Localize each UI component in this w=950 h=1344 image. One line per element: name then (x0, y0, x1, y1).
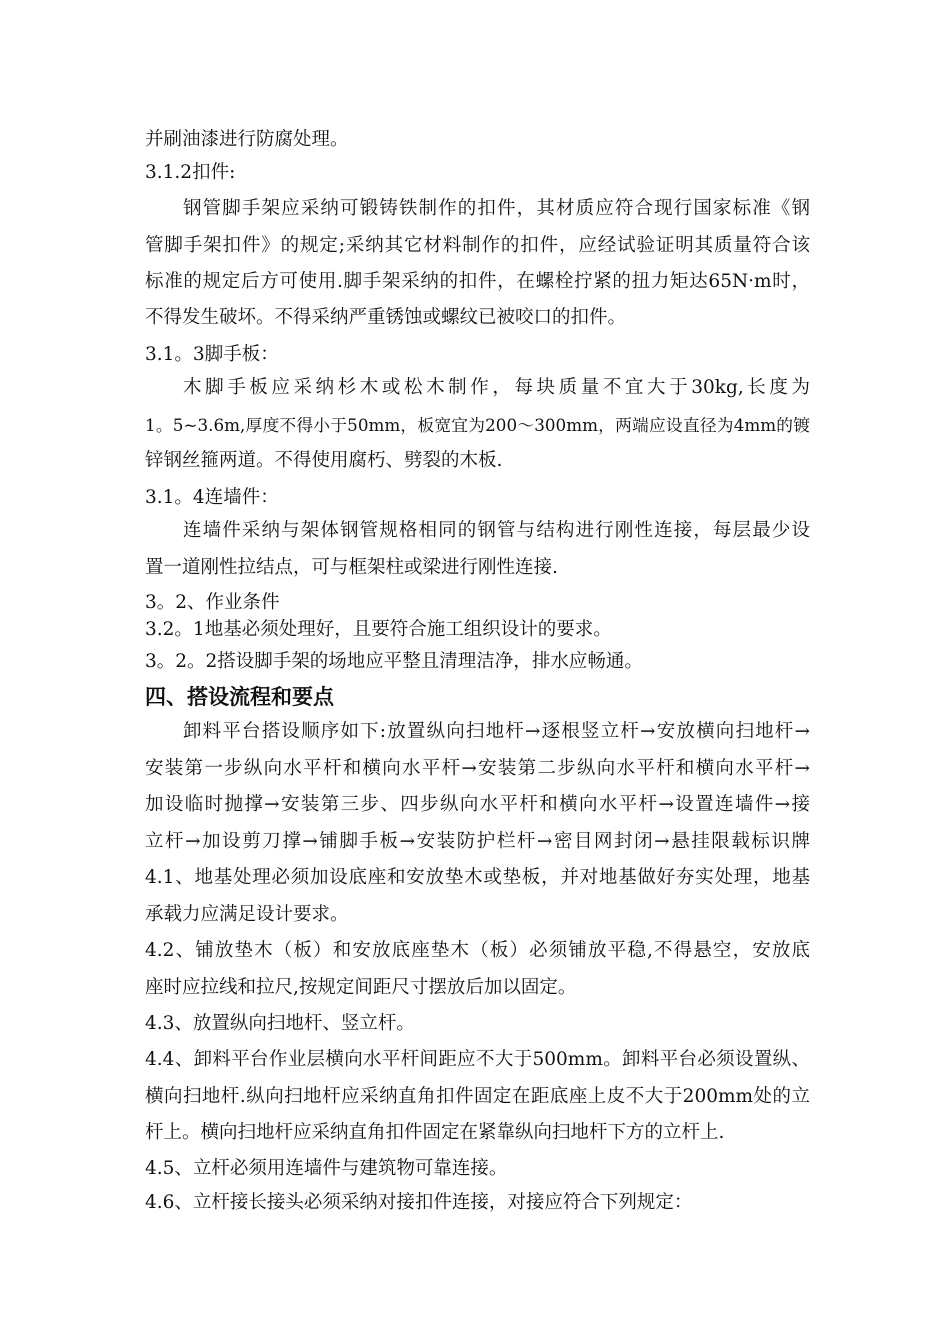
text-line: 木脚手板应采纳杉木或松木制作，每块质量不宜大于30kg,长度为 (183, 377, 810, 398)
text-line: 4.3、放置纵向扫地杆、竖立杆。 (145, 1013, 415, 1034)
text-line: 加设临时抛撑→安装第三步、四步纵向水平杆和横向水平杆→设置连墙件→接 (145, 794, 810, 815)
text-line: 管脚手架扣件》的规定;采纳其它材料制作的扣件，应经试验证明其质量符合该 (145, 235, 810, 256)
text-line: 安装第一步纵向水平杆和横向水平杆→安装第二步纵向水平杆和横向水平杆→ (145, 758, 810, 779)
text-line: 杆上。横向扫地杆应采纳直角扣件固定在紧靠纵向扫地杆下方的立杆上. (145, 1122, 725, 1143)
text-line: 立杆→加设剪刀撑→铺脚手板→安装防护栏杆→密目网封闭→悬挂限载标识牌 (145, 831, 810, 852)
text-line: 横向扫地杆.纵向扫地杆应采纳直角扣件固定在距底座上皮不大于200mm处的立 (145, 1086, 810, 1107)
text-line: 1。5~3.6m,厚度不得小于50mm，板宽宜为200～300mm，两端应设直径为4mm的镀 (145, 415, 810, 435)
text-line: 标准的规定后方可使用.脚手架采纳的扣件，在螺栓拧紧的扭力矩达65N·m时， (145, 271, 810, 292)
section-label-scaffold-board: 3.1。3脚手板： (145, 344, 279, 365)
text-line: 锌钢丝箍两道。不得使用腐朽、劈裂的木板. (145, 450, 503, 471)
text-line: 承载力应满足设计要求。 (145, 904, 349, 925)
text-line: 3.2。1地基必须处理好，且要符合施工组织设计的要求。 (145, 619, 612, 640)
text-line: 钢管脚手架应采纳可锻铸铁制作的扣件，其材质应符合现行国家标准《钢 (183, 198, 810, 219)
text-line: 并刷油漆进行防腐处理。 (145, 129, 349, 150)
text-line: 4.1、地基处理必须加设底座和安放垫木或垫板，并对地基做好夯实处理，地基 (145, 867, 810, 888)
text-line: 置一道刚性拉结点，可与框架柱或梁进行刚性连接. (145, 557, 558, 578)
text-line: 4.2、铺放垫木（板）和安放底座垫木（板）必须铺放平稳,不得悬空，安放底 (145, 940, 810, 961)
section-heading: 四、搭设流程和要点 (145, 685, 334, 709)
text-line: 卸料平台搭设顺序如下:放置纵向扫地杆→逐根竖立杆→安放横向扫地杆→ (183, 721, 810, 742)
text-line: 连墙件采纳与架体钢管规格相同的钢管与结构进行刚性连接，每层最少设 (183, 520, 810, 541)
section-label-work-conditions: 3。2、作业条件 (145, 592, 280, 613)
section-label-fasteners: 3.1.2扣件: (145, 162, 236, 183)
text-line: 4.4、卸料平台作业层横向水平杆间距应不大于500mm。卸料平台必须设置纵、 (145, 1049, 810, 1070)
section-label-wall-ties: 3.1。4连墙件： (145, 487, 279, 508)
text-line: 座时应拉线和拉尺,按规定间距尺寸摆放后加以固定。 (145, 977, 577, 998)
text-line: 4.5、立杆必须用连墙件与建筑物可靠连接。 (145, 1158, 508, 1179)
text-line: 4.6、立杆接长接头必须采纳对接扣件连接，对接应符合下列规定： (145, 1192, 693, 1213)
text-line: 不得发生破坏。不得采纳严重锈蚀或螺纹已被咬口的扣件。 (145, 307, 627, 328)
text-line: 3。2。2搭设脚手架的场地应平整且清理洁净，排水应畅通。 (145, 651, 643, 672)
